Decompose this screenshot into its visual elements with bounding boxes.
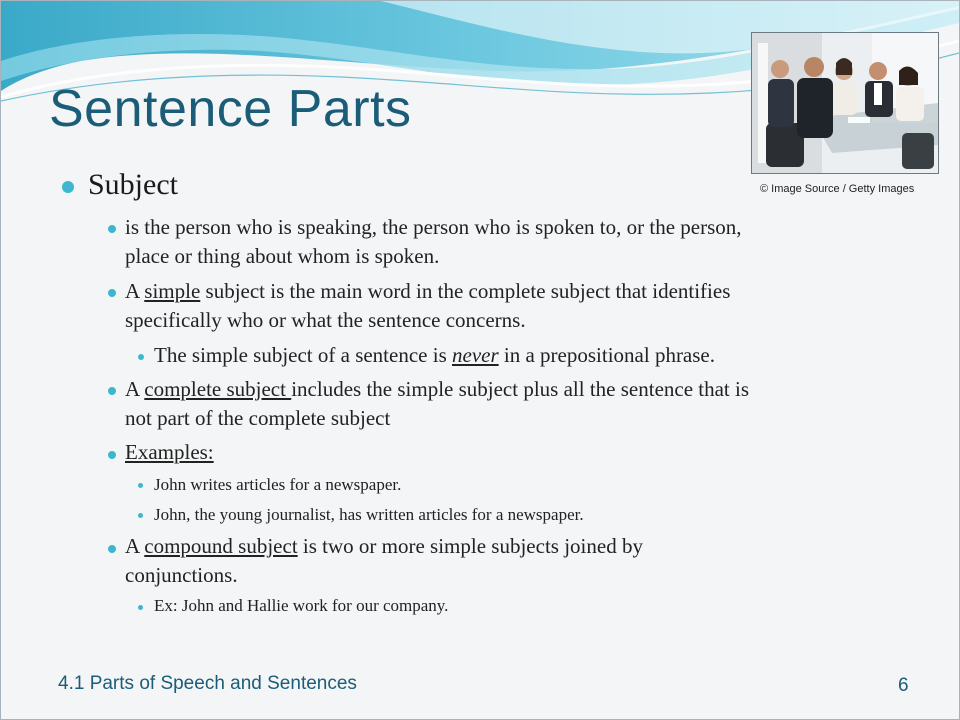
term-never: never [452,343,499,367]
bullet-compound-subject-line1 [125,532,643,561]
bullet-dot [138,605,143,610]
text-segment: A [125,377,145,401]
bullet-complete-subject-line1 [125,375,749,404]
example-2: John, the young journalist, has written articles for a newspaper. [154,505,584,524]
text-segment: The simple subject of a sentence is [154,343,452,367]
bullet-dot [138,354,144,360]
bullet-dot [108,451,116,459]
heading-subject: Subject [88,168,178,201]
business-meeting-photo [751,32,939,174]
bullet-simple-subject-line2: specifically who or what the sentence concerns. [125,308,526,332]
text-segment: includes the simple subject plus all the sentence that is [291,377,750,401]
example-1: John writes articles for a newspaper. [154,475,402,494]
bullet-dot [108,387,116,395]
bullet-definition-line1: is the person who is speaking, the person who is spoken to, or the person, [125,215,742,239]
text-segment: in a prepositional phrase. [498,343,715,367]
bullet-dot [138,513,143,518]
bullet-dot [108,289,116,297]
bullet-compound-subject-line2: conjunctions. [125,563,238,587]
text-segment: A [125,534,145,558]
term-compound-subject: compound subject [144,534,298,558]
footer-section-title: 4.1 Parts of Speech and Sentences [58,673,357,694]
bullet-dot [108,545,116,553]
bullet-dot [138,483,143,488]
page-number: 6 [898,675,909,696]
example-compound: Ex: John and Hallie work for our company. [154,596,449,615]
examples-label: Examples: [125,440,214,464]
text-segment: A [125,279,145,303]
term-simple: simple [144,279,201,303]
bullet-dot [108,225,116,233]
bullet-complete-subject-line2: not part of the complete subject [125,406,391,430]
bullet-dot [62,181,74,193]
text-segment: is two or more simple subjects joined by [297,534,643,558]
bullet-definition-line2: place or thing about whom is spoken. [125,244,440,268]
text-segment: subject is the main word in the complete subject that identifies [200,279,731,303]
slide-title: Sentence Parts [49,80,412,138]
sub-bullet-never-prepositional [154,341,715,370]
term-complete-subject: complete subject [144,377,292,401]
bullet-simple-subject-line1 [125,277,730,306]
photo-credit: © Image Source / Getty Images [760,183,915,195]
